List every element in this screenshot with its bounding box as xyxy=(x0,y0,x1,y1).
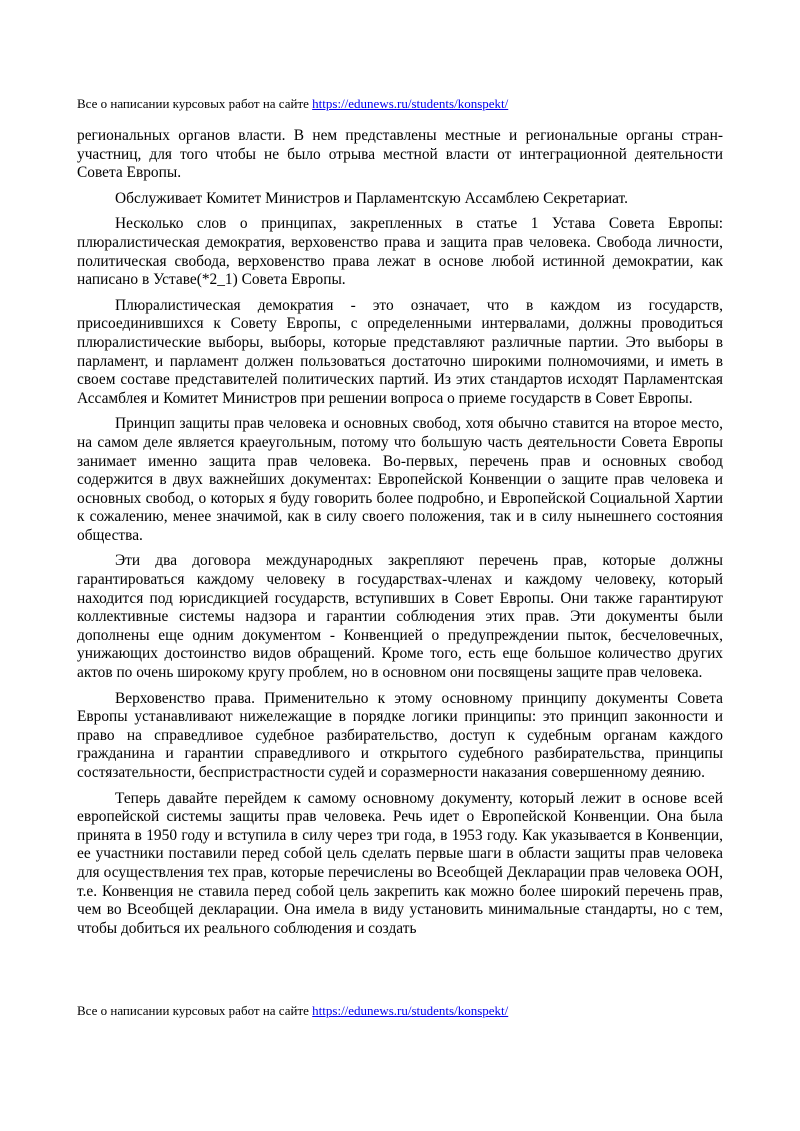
paragraph: Обслуживает Комитет Министров и Парламентскую Ассамблею Секретариат. xyxy=(115,189,628,207)
paragraph: Теперь давайте перейдем к самому основному документу, который лежит в основе всей европейской системы защиты прав человека. Речь идет о Европейской Конвенции. Она была принята в 1950 году и вступила в силу через три года, в 1953 году. Как указывается в Конвенции, ее участники поставили перед собой цель сделать первые шаги в области защиты прав человека для осуществления тех прав, которые перечислены во Всеобщей Декларации прав человека ООН, т.е. Конвенция не ставила перед собой цель закрепить как можно более широкий перечень прав, чем во Всеобщей декларации. Она имела в виду установить минимальные стандарты, но с тем, чтобы добиться их реального соблюдения и создать xyxy=(77,789,723,937)
page-footer xyxy=(77,1003,737,1019)
paragraph: Верховенство права. Применительно к этому основному принципу документы Совета Европы устанавливают нижележащие в порядке логики принципы: это принцип законности и право на справедливое судебное разбирательство, доступ к судебным органам каждого гражданина и гарантии справедливого и открытого судебного разбирательства, принципы состязательности, беспристрастности судей и соразмерности наказания совершенному деянию. xyxy=(77,689,723,781)
footer-text: Все о написании курсовых работ на сайте xyxy=(77,1003,313,1018)
paragraph: Принцип защиты прав человека и основных свобод, хотя обычно ставится на второе место, на самом деле является краеугольным, потому что большую часть деятельности Совета Европы занимает именно защита прав человека. Во-первых, перечень прав и основных свобод содержится в двух важнейших документах: Европейской Конвенции о защите прав человека и основных свобод, о которых я буду говорить более подробно, и Европейской Социальной Хартии к сожалению, менее значимой, как в силу своего положения, так и в силу нынешнего состояния общества. xyxy=(77,415,723,544)
page-header xyxy=(77,96,737,112)
paragraph: региональных органов власти. В нем представлены местные и региональные органы стран-участниц, для того чтобы не было отрыва местной власти от интеграционной деятельности Совета Европы. xyxy=(77,127,723,182)
header-text: Все о написании курсовых работ на сайте xyxy=(77,96,313,111)
document-body xyxy=(77,127,723,945)
paragraph: Эти два договора международных закрепляют перечень прав, которые должны гарантироваться каждому человеку в государствах-членах и каждому человеку, который находится под юрисдикцией государств, вступивших в Совет Европы. Они также гарантируют коллективные системы надзора и гарантии соблюдения этих прав. Эти документы были дополнены еще одним документом - Конвенцией о предупреждении пыток, бесчеловечных, унижающих достоинство видов обращений. Кроме того, есть еще большое количество других актов по очень широкому кругу проблем, но в основном они посвящены защите прав человека. xyxy=(77,552,723,682)
paragraph: Плюралистическая демократия - это означает, что в каждом из государств, присоединившихся к Совету Европы, с определенными интервалами, должны проводиться плюралистические выборы, выборы, которые представляют различные партии. Это выборы в парламент, и парламент должен пользоваться достаточно широкими полномочиями, и иметь в своем составе представителей политических партий. Из этих стандартов исходят Парламентская Ассамблея и Комитет Министров при решении вопроса о приеме государств в Совет Европы. xyxy=(77,296,723,407)
header-link[interactable]: https://edunews.ru/students/konspekt/ xyxy=(312,96,509,111)
footer-link[interactable]: https://edunews.ru/students/konspekt/ xyxy=(312,1003,509,1018)
paragraph: Несколько слов о принципах, закрепленных в статье 1 Устава Совета Европы: плюралистическая демократия, верховенство права и защита прав человека. Свобода личности, политическая свобода, верховенство права лежат в основе любой истинной демократии, как написано в Уставе(*2_1) Совета Европы. xyxy=(77,215,723,289)
